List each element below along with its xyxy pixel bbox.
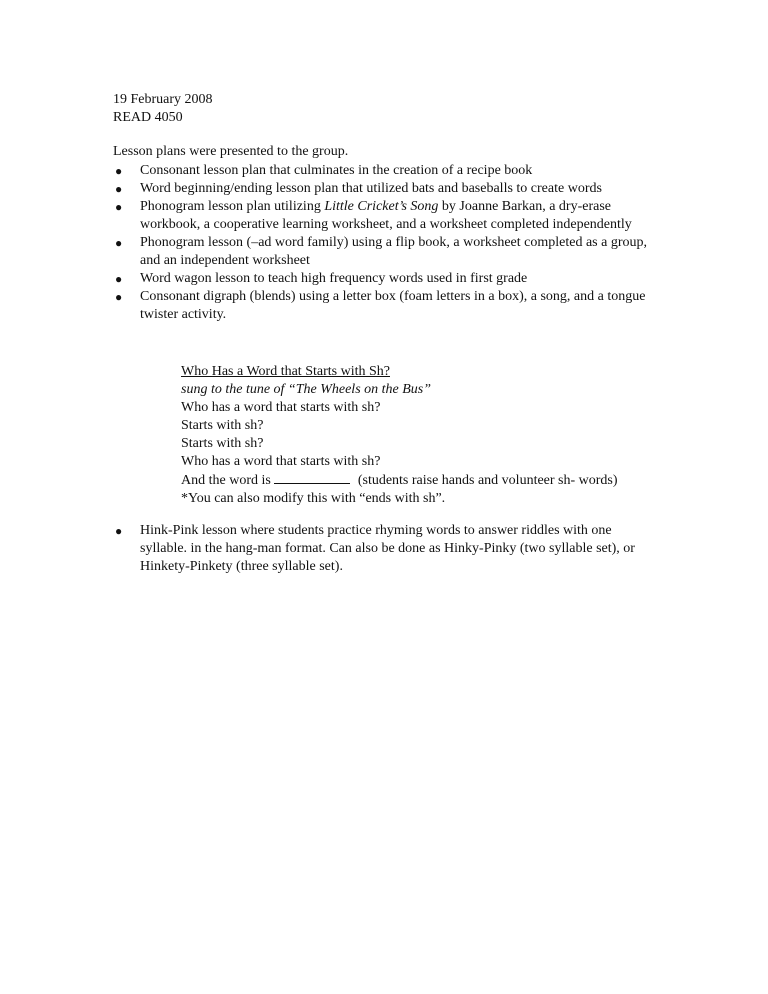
song-note: *You can also modify this with “ends with sh”.	[181, 491, 446, 506]
document-date: 19 February 2008	[113, 92, 213, 107]
bullet-icon: ●	[115, 164, 123, 178]
song-tune: sung to the tune of “The Wheels on the Bus”	[181, 382, 432, 397]
bullet-icon: ●	[115, 236, 123, 250]
song-line: Starts with sh?	[181, 418, 264, 433]
list-item	[113, 180, 653, 198]
bullet-icon: ●	[115, 182, 123, 196]
list-item	[113, 162, 653, 180]
list-item	[113, 198, 653, 234]
bullet-icon: ●	[115, 272, 123, 286]
lesson-list	[113, 162, 653, 324]
list-item-text	[140, 198, 653, 234]
song-block	[181, 363, 661, 508]
song-line: Starts with sh?	[181, 436, 264, 451]
list-item-text: Hink-Pink lesson where students practice rhyming words to answer riddles with one syllable. in the hang-man format. Can also be done as Hinky-Pinky (two syllable set), or Hinkety-Pinkety (three syllable set).	[140, 523, 635, 574]
list-item	[113, 522, 653, 576]
list-item-text: Consonant digraph (blends) using a letter box (foam letters in a box), a song, and a tongue twister activity.	[140, 289, 646, 322]
list-item-text: Phonogram lesson (–ad word family) using a flip book, a worksheet completed as a group, and an independent worksheet	[140, 235, 648, 268]
song-line: Who has a word that starts with sh?	[181, 454, 381, 469]
list-item-text: Word beginning/ending lesson plan that utilized bats and baseballs to create words	[140, 181, 602, 196]
list-item-text-part: by Joanne Barkan, a dry-erase workbook, a cooperative learning worksheet, and a worksheet completed independently	[140, 199, 632, 232]
course-code: READ 4050	[113, 110, 183, 125]
answer-blank	[274, 471, 350, 484]
lesson-list-continued	[113, 522, 653, 576]
book-title: Little Cricket’s Song	[324, 199, 439, 214]
list-item	[113, 288, 653, 324]
song-title: Who Has a Word that Starts with Sh?	[181, 364, 390, 379]
list-item-text: Word wagon lesson to teach high frequency words used in first grade	[140, 271, 528, 286]
song-line: Who has a word that starts with sh?	[181, 400, 381, 415]
list-item	[113, 270, 653, 288]
list-item-text-part: Phonogram lesson plan utilizing	[140, 199, 325, 214]
list-item	[113, 234, 653, 270]
song-line-text: (students raise hands and volunteer sh- words)	[357, 473, 618, 488]
intro-text: Lesson plans were presented to the group.	[113, 144, 349, 159]
song-line	[181, 471, 661, 490]
song-line-text: And the word is	[181, 473, 271, 488]
bullet-icon: ●	[115, 524, 123, 538]
list-item-text: Consonant lesson plan that culminates in the creation of a recipe book	[140, 163, 533, 178]
bullet-icon: ●	[115, 290, 123, 304]
bullet-icon: ●	[115, 200, 123, 214]
